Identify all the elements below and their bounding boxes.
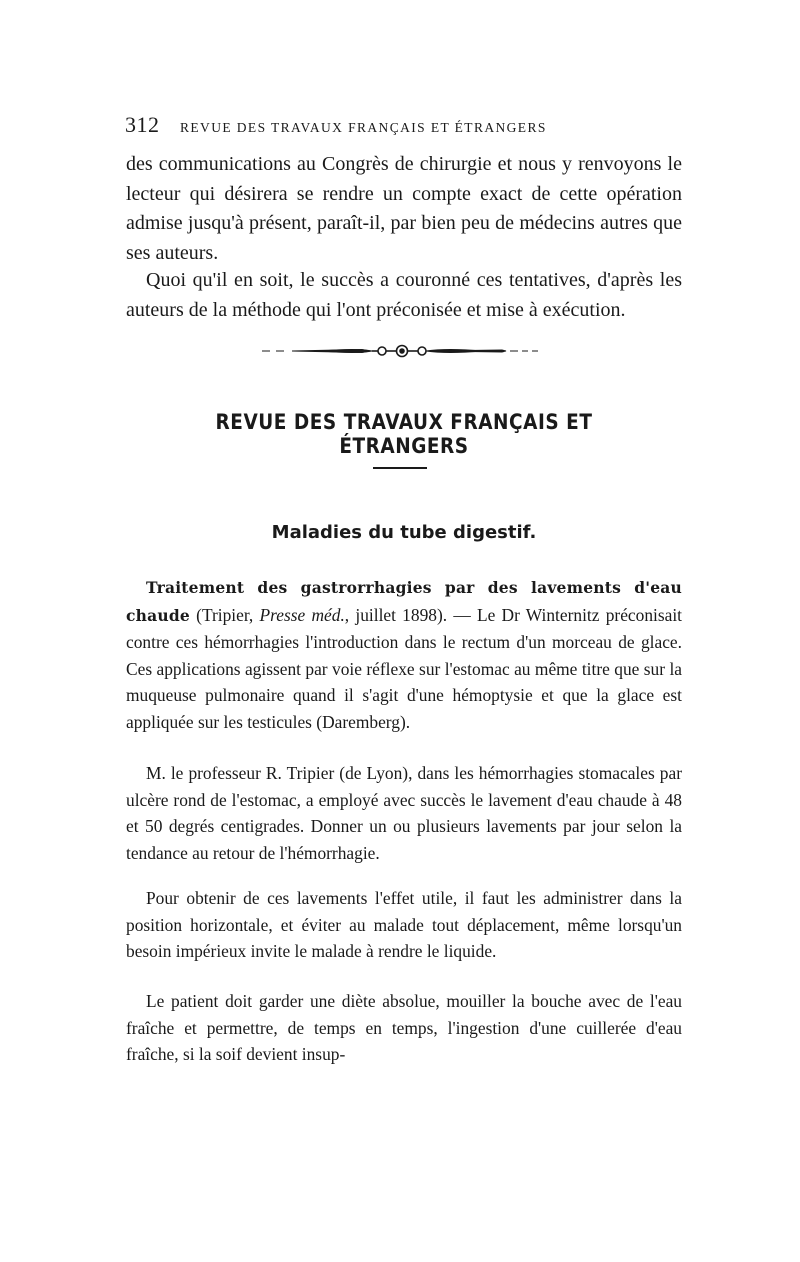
page-header <box>125 112 685 142</box>
article-paragraph-4 <box>126 988 682 1068</box>
ornament-left-flourish <box>262 350 372 353</box>
article-lead-title: Traitement des gastrorrhagies par des lavements d'eau chaude <box>126 578 682 625</box>
section-rule <box>373 467 427 469</box>
running-head: REVUE DES TRAVAUX FRANÇAIS ET ÉTRANGERS <box>180 120 547 135</box>
ornament-right-flourish <box>426 350 538 353</box>
ornament-center-knot <box>372 346 426 357</box>
page-number: 312 <box>125 112 160 137</box>
continuation-paragraph-1 <box>126 150 682 268</box>
continuation-text-1: des communications au Congrès de chirurgie et nous y renvoyons le lecteur qui désirera se rendre un compte exact de cette opération admise jusqu'à présent, paraît-il, par bien peu de médecins autres que ses auteurs. <box>126 153 682 264</box>
article-paragraph-3 <box>126 885 682 965</box>
citation-prefix: (Tripier, <box>189 604 260 625</box>
article-text-2: M. le professeur R. Tripier (de Lyon), dans les hémorrhagies stomacales par ulcère rond de l'estomac, a employé avec succès le lavement d'eau chaude à 48 et 50 degrés centigrades. Donner un ou plusieurs lavements par jour selon la tendance au retour de l'hémorrhagie. <box>126 763 682 863</box>
article-paragraph-2 <box>126 760 682 866</box>
article-paragraph-1 <box>126 574 682 735</box>
citation-journal: Presse méd. <box>259 604 345 625</box>
citation-body: , juillet 1898). — Le Dr Winternitz préconisait contre ces hémorrhagies l'introduction dans le rectum d'un morceau de glace. Ces applications agissent par voie réflexe sur l'estomac au même titre que sur la muqueuse pulmonaire quand il s'agit d'une hémoptysie et que la glace est appliquée sur les testicules (Daremberg). <box>126 604 683 732</box>
section-title: REVUE DES TRAVAUX FRANÇAIS ET ÉTRANGERS <box>215 410 593 458</box>
continuation-paragraph-2 <box>126 266 682 325</box>
continuation-text-2: Quoi qu'il en soit, le succès a couronné ces tentatives, d'après les auteurs de la méthode qui l'ont préconisée et mise à exécution. <box>126 269 682 321</box>
ornamental-divider <box>262 342 542 360</box>
article-text-4: Le patient doit garder une diète absolue, mouiller la bouche avec de l'eau fraîche et permettre, de temps en temps, l'ingestion d'une cuillerée d'eau fraîche, si la soif devient insup- <box>126 991 682 1064</box>
subsection-title: Maladies du tube digestif. <box>271 522 537 543</box>
article-text-3: Pour obtenir de ces lavements l'effet utile, il faut les administrer dans la position horizontale, et éviter au malade tout déplacement, même lorsqu'un besoin impérieux invite le malade à rendre le liquide. <box>126 888 682 961</box>
